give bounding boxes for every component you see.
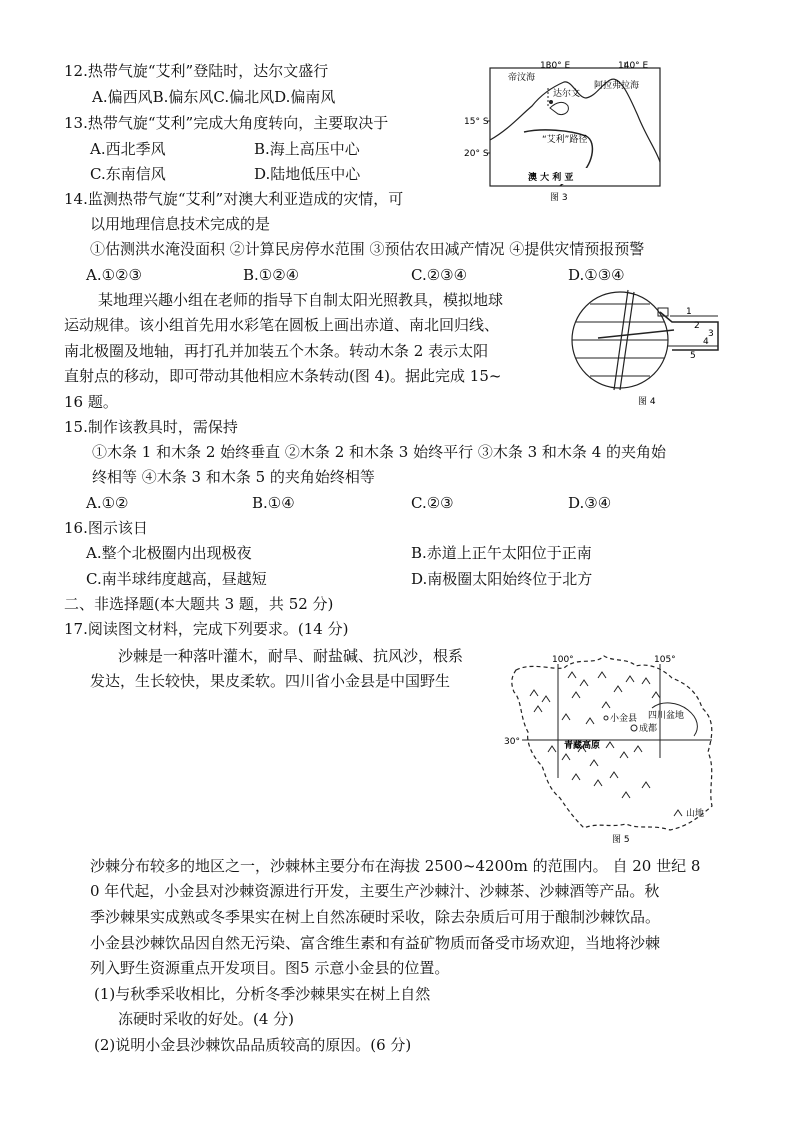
figure-5-map xyxy=(502,648,724,844)
fig3-caption: 图 3 xyxy=(550,193,568,203)
fig5-xiaojin-dot xyxy=(604,716,608,720)
q12-options: A.偏西风B.偏东风C.偏北风D.偏南风 xyxy=(92,88,336,106)
q16-option-d: D.南极圈太阳始终位于北方 xyxy=(411,570,593,588)
q15-option-c: C.②③ xyxy=(411,494,454,512)
section-2-heading: 二、非选择题(本大题共 3 题，共 52 分) xyxy=(64,595,334,613)
fig4-caption: 图 4 xyxy=(638,397,656,407)
fig5-mountains xyxy=(530,672,660,798)
fig3-lat-20: 20° S xyxy=(464,149,489,159)
figure-4-teaching-tool xyxy=(568,282,738,412)
fig3-lon-140: 140° E xyxy=(618,61,649,71)
fig3-lat-15: 15° S xyxy=(464,117,489,127)
q14-option-d: D.①③④ xyxy=(568,266,625,284)
fig3-lon-130: 130° E xyxy=(540,61,571,71)
q17-sub1-line1: (1)与秋季采收相比，分析冬季沙棘果实在树上自然 xyxy=(94,985,431,1003)
fig5-caption: 图 5 xyxy=(612,835,630,844)
q12-stem: 12.热带气旋“艾利”登陆时，达尔文盛行 xyxy=(64,62,329,80)
q17-para-line6: 小金县沙棘饮品因自然无污染、富含维生素和有益矿物质而备受市场欢迎，当地将沙棘 xyxy=(90,934,661,952)
q15-items-line1: ①木条 1 和木条 2 始终垂直 ②木条 2 和木条 3 始终平行 ③木条 3 和木条 4 的夹角始 xyxy=(92,443,667,461)
q17-para-line4: 0 年代起，小金县对沙棘资源进行开发，主要生产沙棘汁、沙棘茶、沙棘酒等产品。秋 xyxy=(90,882,660,900)
fig5-basin: 四川盆地 xyxy=(648,711,685,721)
fig4-strip-2 xyxy=(598,330,674,338)
q16-stem: 16.图示该日 xyxy=(64,519,148,537)
q17-para-line5: 季沙棘果实成熟或冬季果实在树上自然冻硬时采收，除去杂质后可用于酿制沙棘饮品。 xyxy=(90,908,661,926)
q14-stem-line2: 以用地理信息技术完成的是 xyxy=(90,215,271,233)
q13-option-c: C.东南信风 xyxy=(90,165,166,183)
q15-stem: 15.制作该教具时，需保持 xyxy=(64,418,238,436)
q17-sub2: (2)说明小金县沙棘饮品品质较高的原因。(6 分) xyxy=(94,1036,412,1054)
fig3-darwin-dot xyxy=(549,100,553,104)
q17-para-line2: 发达，生长较快，果皮柔软。四川省小金县是中国野生 xyxy=(90,672,451,690)
fig5-chengdu: 成都 xyxy=(639,724,658,734)
q14-option-c: C.②③④ xyxy=(411,266,468,284)
q17-sub1-line2: 冻硬时采收的好处。(4 分) xyxy=(118,1010,295,1028)
q17-para-line3: 沙棘分布较多的地区之一，沙棘林主要分布在海拔 2500~4200m 的范围内。 自 20 世纪 8 xyxy=(90,857,701,875)
q13-option-a: A.西北季风 xyxy=(90,140,166,158)
q13-option-d: D.陆地低压中心 xyxy=(254,165,361,183)
passage1-line3: 南北极圈及地轴，再打孔并加装五个木条。转动木条 2 表示太阳 xyxy=(64,342,489,360)
fig5-plateau: 青藏高原 xyxy=(564,741,601,751)
fig3-track-label: “艾利”路径 xyxy=(542,135,588,145)
q17-para-line1: 沙棘是一种落叶灌木，耐旱、耐盐碱、抗风沙，根系 xyxy=(118,647,464,665)
fig4-label-4: 4 xyxy=(703,337,709,347)
q16-option-b: B.赤道上正午太阳位于正南 xyxy=(411,544,592,562)
q14-option-b: B.①②④ xyxy=(243,266,300,284)
fig3-island xyxy=(550,102,568,114)
q17-para-line7: 列入野生资源重点开发项目。图5 示意小金县的位置。 xyxy=(90,959,450,977)
q16-option-a: A.整个北极圈内出现极夜 xyxy=(86,544,252,562)
fig3-timor-sea: 帝汶海 xyxy=(508,73,536,83)
q14-items: ①估测洪水淹没面积 ②计算民房停水范围 ③预估农田减产情况 ④提供灾情预报预警 xyxy=(90,240,645,258)
q14-option-a: A.①②③ xyxy=(86,266,142,284)
q15-option-a: A.①② xyxy=(86,494,129,512)
fig5-lon-100: 100° xyxy=(552,655,574,665)
fig3-arafura-sea: 阿拉弗拉海 xyxy=(594,81,640,91)
q16-option-c: C.南半球纬度越高，昼越短 xyxy=(86,570,267,588)
q15-option-b: B.①④ xyxy=(252,494,295,512)
passage1-line4: 直射点的移动，即可带动其他相应木条转动(图 4)。据此完成 15~ xyxy=(64,367,502,385)
fig4-label-1: 1 xyxy=(686,307,692,317)
q17-stem: 17.阅读图文材料，完成下列要求。(14 分) xyxy=(64,620,349,638)
fig4-label-5: 5 xyxy=(690,351,696,361)
fig3-darwin: 达尔文 xyxy=(553,89,581,99)
q13-option-b: B.海上高压中心 xyxy=(254,140,360,158)
figure-3-map xyxy=(460,58,670,206)
fig4-label-2: 2 xyxy=(694,321,700,331)
fig5-legend: 山地 xyxy=(686,809,705,819)
passage1-line5: 16 题。 xyxy=(64,393,118,411)
fig5-chengdu-dot xyxy=(631,725,637,731)
passage1-line1: 某地理兴趣小组在老师的指导下自制太阳光照教具，模拟地球 xyxy=(98,291,504,309)
fig5-lon-105: 105° xyxy=(654,655,676,665)
q15-option-d: D.③④ xyxy=(568,494,612,512)
q15-items-line2: 终相等 ④木条 3 和木条 5 的夹角始终相等 xyxy=(92,468,375,486)
q14-stem-line1: 14.监测热带气旋“艾利”对澳大利亚造成的灾情，可 xyxy=(64,190,404,208)
fig5-sichuan-outline xyxy=(512,656,712,830)
q13-stem: 13.热带气旋“艾利”完成大角度转向，主要取决于 xyxy=(64,114,389,132)
passage1-line2: 运动规律。该小组首先用水彩笔在圆板上画出赤道、南北回归线、 xyxy=(64,316,500,334)
fig3-australia: 澳 大 利 亚 xyxy=(528,173,574,183)
fig4-label-3: 3 xyxy=(708,329,714,339)
fig5-legend-symbol xyxy=(674,810,682,816)
fig5-lat-30: 30° xyxy=(504,737,520,747)
fig5-xiaojin: 小金县 xyxy=(610,714,638,724)
